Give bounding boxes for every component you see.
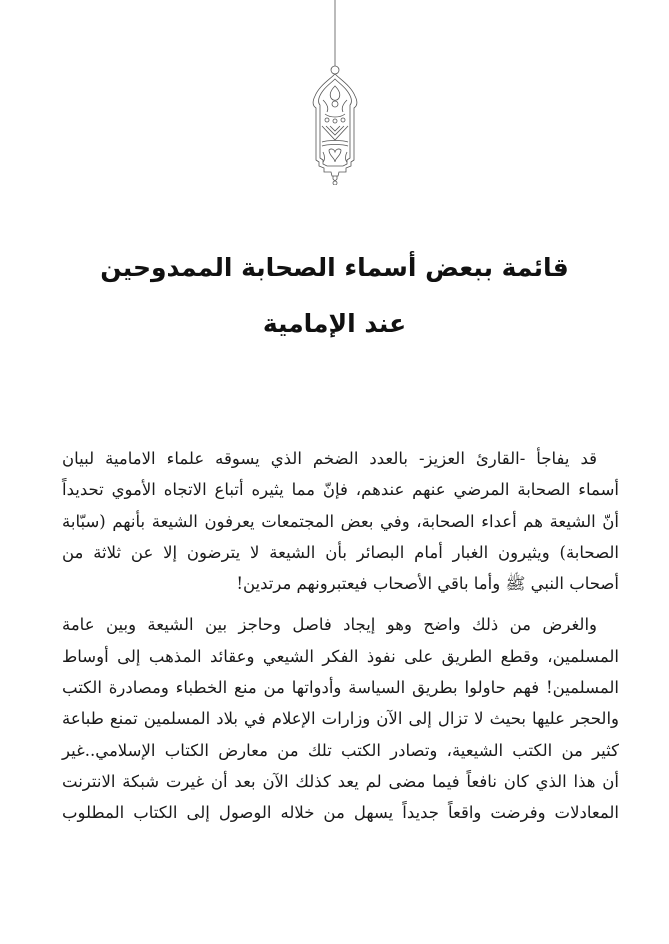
text-line: المسلمين! فهم حاولوا بطريق السياسة وأدواتها من منع الخطباء ومصادرة الكتب [62,678,619,698]
text-line: قد يفاجأ -القارئ العزيز- بالعدد الضخم الذي يسوقه علماء الامامية لبيان [62,449,597,468]
text-line: المسلمين، وقطع الطريق على نفوذ الفكر الشيعي وعقائد المذهب إلى أوساط [62,646,619,666]
text-line: أصحاب النبي ﷺ وأما باقي الأصحاب فيعتبرونهم مرتدين! [236,574,619,594]
text-line: المعادلات وفرضت واقعاً جديداً يسهل من خلاله الوصول إلى الكتاب المطلوب [62,803,619,823]
text-line: أسماء الصحابة المرضي عنهم عندهم، فإنّ مما يثيره أتباع الاتجاه الأموي تحديداً [62,480,619,500]
chapter-title [0,240,669,352]
text-line: أنّ الشيعة هم أعداء الصحابة، وفي بعض المجتمعات يعرفون الشيعة بأنهم (سبّابة [62,511,619,531]
text-line: والحجر عليها بحيث لا تزال إلى الآن وزارات الإعلام في بلاد المسلمين تمنع طباعة [62,709,619,729]
paragraph-1 [62,443,619,599]
text-line: أن هذا الذي كان نافعاً فيما مضى لم يعد كذلك الآن بعد أن غيرت شبكة الانترنت [62,771,619,791]
title-line-2: عند الإمامية [262,309,407,338]
text-line: كثير من الكتب الشيعية، وتصادر الكتب تلك من معارض الكتاب الإسلامي..غير [62,740,619,760]
title-line-1: قائمة ببعض أسماء الصحابة الممدوحين [100,253,569,282]
text-line: والغرض من ذلك واضح وهو إيجاد فاصل وحاجز بين الشيعة وبين عامة [62,615,597,635]
body-text [62,443,619,829]
hanging-lantern-icon [305,0,365,185]
paragraph-2 [62,609,619,828]
text-line: الصحابة) ويثيرون الغبار أمام البصائر بأن الشيعة لا يترضون إلا عن ثلاثة من [62,542,619,562]
